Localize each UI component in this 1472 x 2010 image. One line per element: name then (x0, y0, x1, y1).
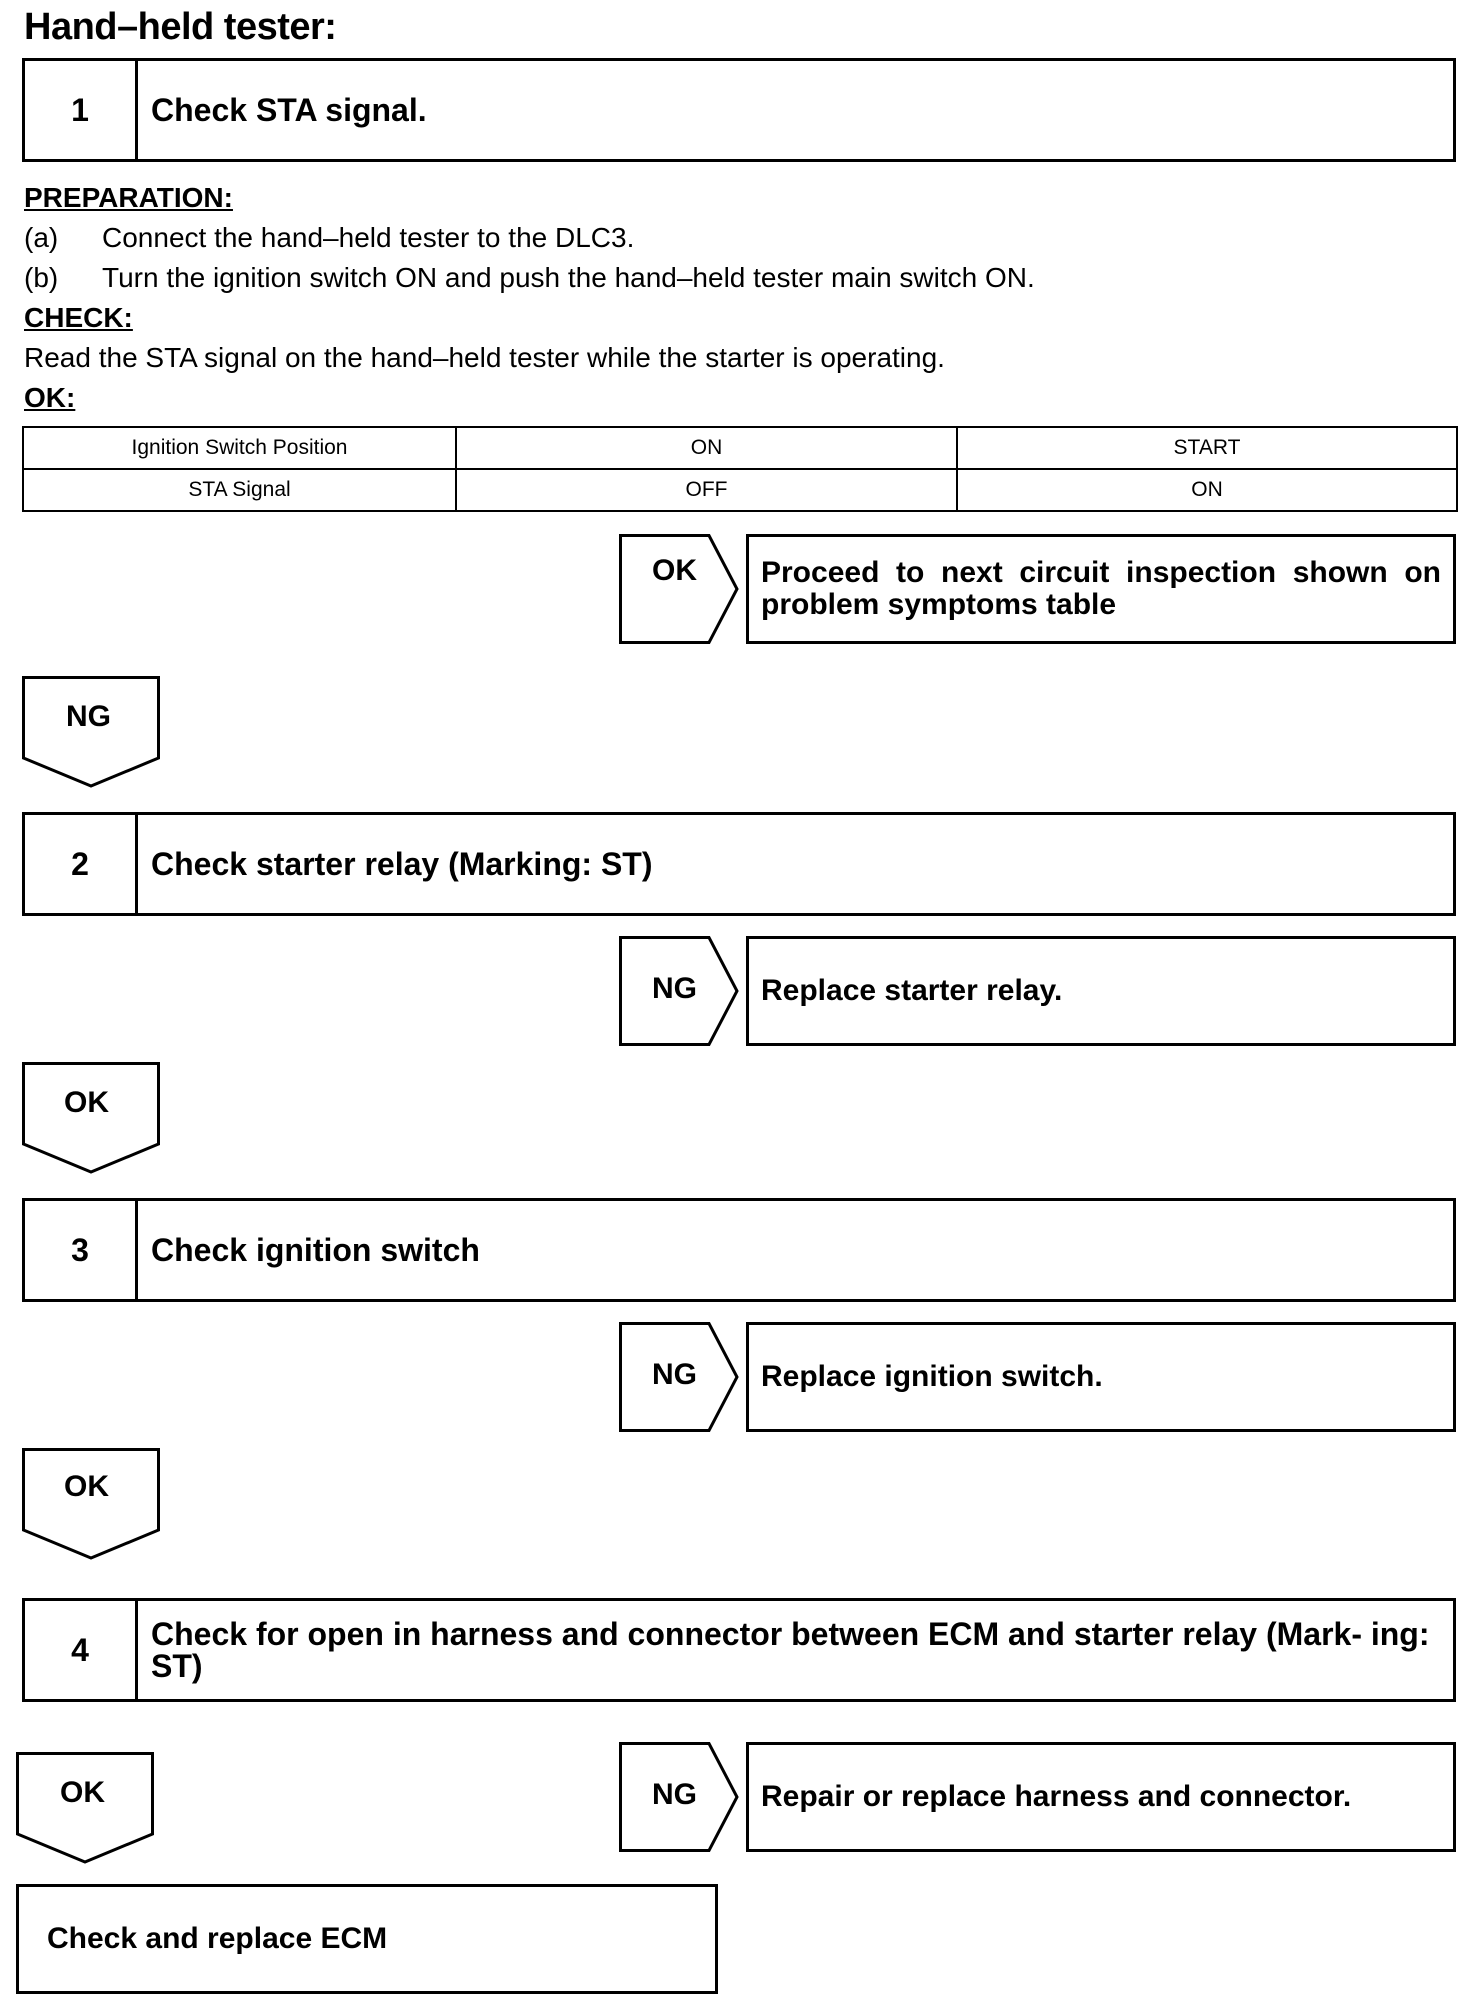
step-3-box (22, 1198, 1456, 1302)
result-ng-label: NG (652, 1358, 697, 1391)
prep-item-label-b: (b) (24, 262, 59, 293)
step-4-box (22, 1598, 1456, 1702)
prep-item-label-a: (a) (24, 222, 59, 253)
check-text: Read the STA signal on the hand–held tester while the starter is operating. (24, 342, 945, 373)
table-cell: ON (456, 427, 957, 469)
result-ng-label: NG (652, 1778, 697, 1811)
step-text: Check STA signal. (151, 92, 427, 128)
page-title: Hand–held tester: (24, 6, 337, 48)
final-action-box (16, 1884, 718, 1994)
step-text: Check ignition switch (151, 1232, 480, 1268)
table-cell: Ignition Switch Position (23, 427, 456, 469)
table-cell: OFF (456, 469, 957, 511)
spec-table (22, 426, 1458, 512)
ok-down-arrow-shape (22, 1448, 160, 1560)
prep-item-text-a: Connect the hand–held tester to the DLC3. (102, 222, 635, 253)
ok-heading: OK: (24, 382, 76, 413)
step-text: Check starter relay (Marking: ST) (151, 846, 653, 882)
table-cell: STA Signal (23, 469, 456, 511)
result-ng-box (746, 1742, 1456, 1852)
prep-item-text-b: Turn the ignition switch ON and push the hand–held tester main switch ON. (102, 262, 1035, 293)
ok-right-arrow-shape (619, 534, 739, 644)
result-ng-text: Repair or replace harness and connector. (761, 1780, 1352, 1813)
step-number: 2 (25, 815, 138, 913)
result-ok-box (746, 534, 1456, 644)
result-ok-text: Proceed to next circuit inspection shown on problem symptoms table (761, 556, 1441, 621)
preparation-heading: PREPARATION: (24, 182, 233, 213)
result-ng-text: Replace starter relay. (761, 974, 1063, 1007)
step-number: 4 (25, 1601, 138, 1699)
table-row (23, 427, 1457, 469)
down-arrow-label-2: OK (64, 1086, 109, 1119)
result-ok-label: OK (652, 554, 697, 587)
table-cell: ON (957, 469, 1457, 511)
result-ng-box (746, 936, 1456, 1046)
down-arrow-label-4: OK (60, 1776, 105, 1809)
check-heading: CHECK: (24, 302, 133, 333)
result-ng-box (746, 1322, 1456, 1432)
down-arrow-label-3: OK (64, 1470, 109, 1503)
step-number: 3 (25, 1201, 138, 1299)
table-row (23, 469, 1457, 511)
step-number: 1 (25, 61, 138, 159)
final-action-text: Check and replace ECM (47, 1922, 388, 1955)
result-ng-text: Replace ignition switch. (761, 1360, 1103, 1393)
step-text: Check for open in harness and connector between ECM and starter relay (Mark- ing: ST) (151, 1616, 1430, 1684)
step-1-box (22, 58, 1456, 162)
down-arrow-label-1: NG (66, 700, 111, 733)
table-cell: START (957, 427, 1457, 469)
step-2-box (22, 812, 1456, 916)
result-ng-label: NG (652, 972, 697, 1005)
